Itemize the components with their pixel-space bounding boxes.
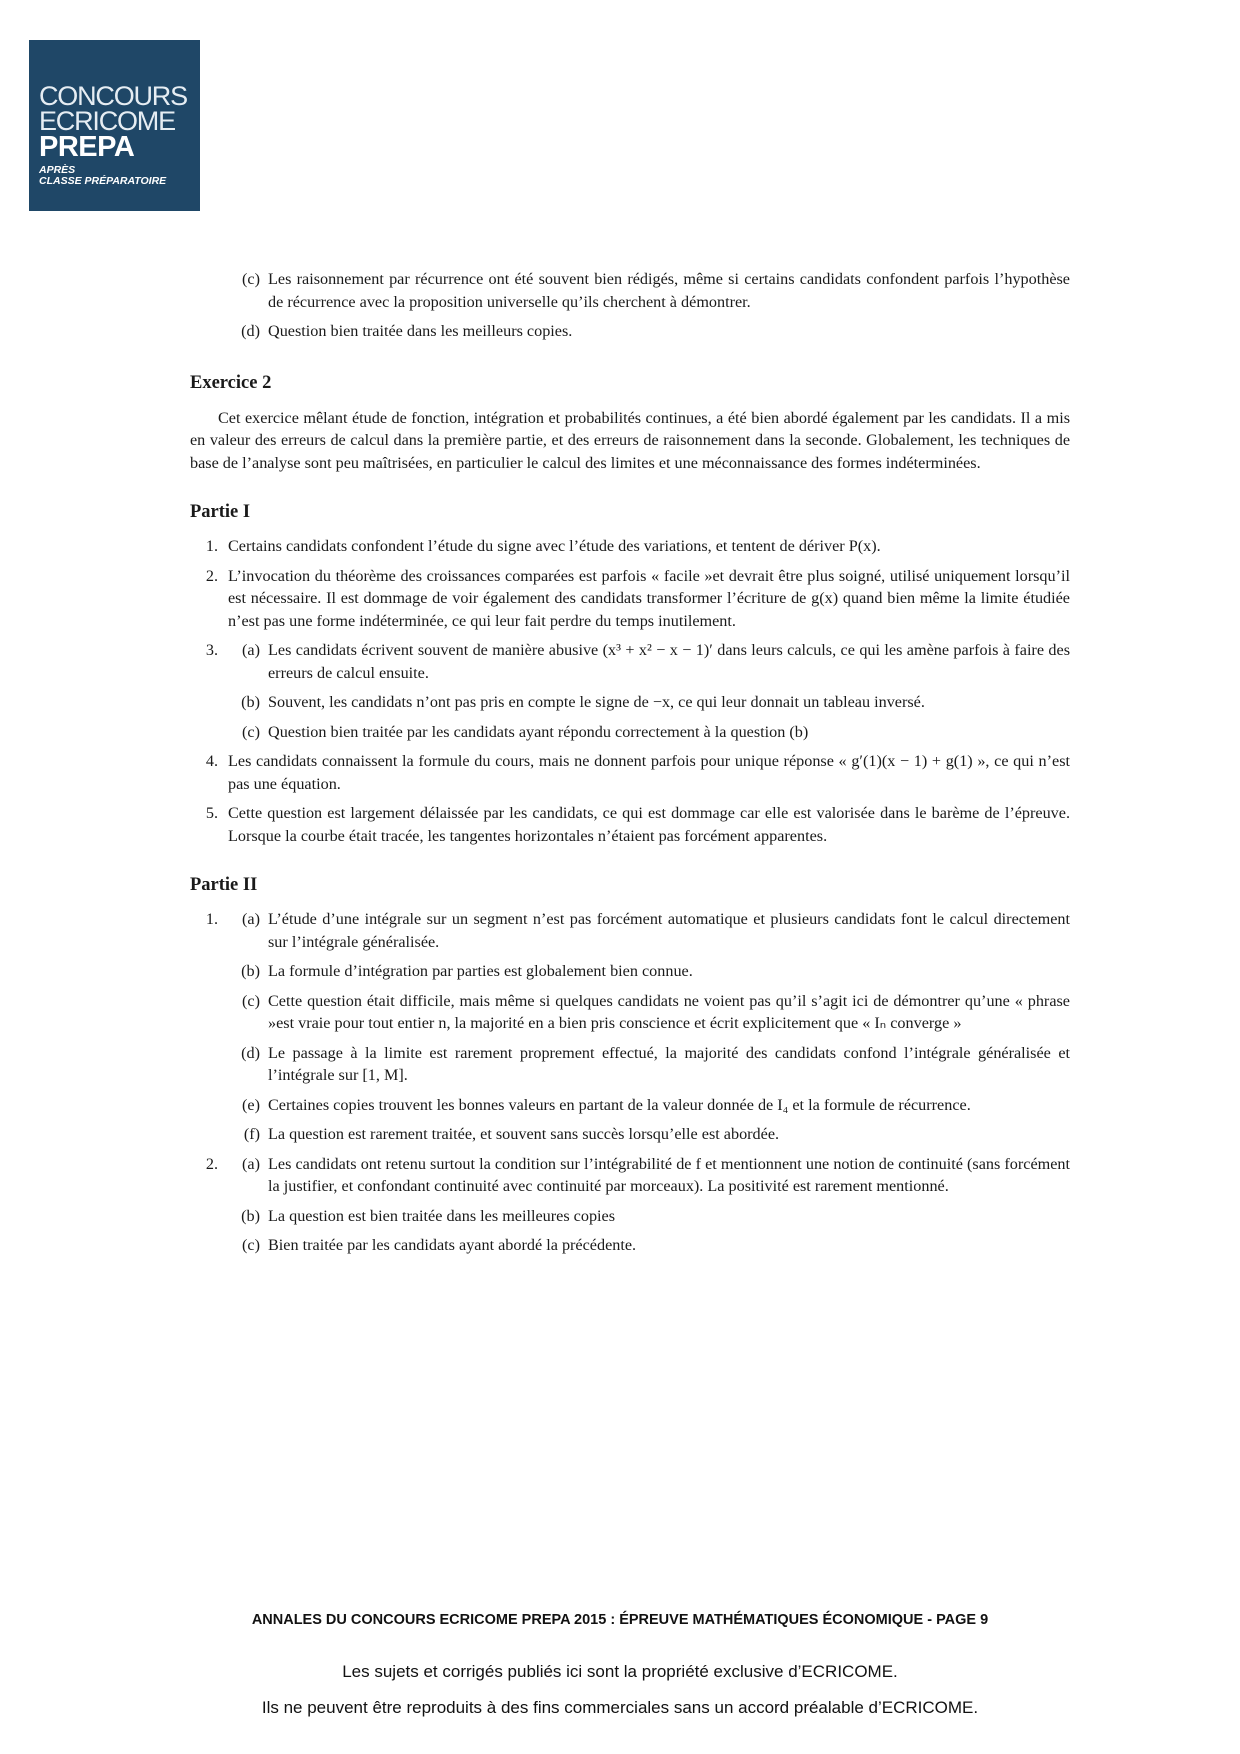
list-item — [228, 320, 1070, 343]
list-item — [228, 990, 1070, 1035]
logo-line-apres: APRÈS — [39, 164, 76, 176]
item-label: (b) — [241, 693, 260, 711]
list-item — [190, 1153, 1070, 1198]
item-text: Le passage à la limite est rarement proprement effectué, la majorité des candidats confond l’intégrale généralisée et l’intégrale sur [1, M]. — [268, 1043, 1070, 1084]
item-text: Cette question était difficile, mais même si quelques candidats ne voient pas qu’il s’agit ici de démontrer qu’une « phrase »est vraie pour tout entier n, la majorité en a bien pris conscience et écrit explicitement que « Iₙ converge » — [268, 991, 1070, 1032]
item-label: (c) — [242, 270, 260, 288]
item-label: (e) — [242, 1095, 260, 1114]
item-text: La question est bien traitée dans les meilleures copies — [268, 1206, 616, 1225]
item-label: (a) — [242, 1154, 260, 1173]
item-text: Souvent, les candidats n’ont pas pris en compte le signe de −x, ce qui leur donnait un tableau inversé. — [268, 693, 925, 711]
item-label: (c) — [242, 722, 260, 741]
item-label: (d) — [241, 1043, 260, 1062]
logo-line-concours: CONCOURS — [39, 81, 187, 111]
item-text: La formule d’intégration par parties est globalement bien connue. — [268, 962, 693, 980]
item-text: L’étude d’une intégrale sur un segment n’est pas forcément automatique et plusieurs candidats font le calcul directement sur l’intégrale généralisée. — [268, 910, 1070, 951]
footer-copyright-line: Les sujets et corrigés publiés ici sont la propriété exclusive d’ECRICOME. — [342, 1662, 898, 1681]
part-title: Partie II — [190, 875, 258, 895]
item-number: 2. — [205, 566, 218, 585]
item-text: Les candidats connaissent la formule du cours, mais ne donnent parfois pour unique réponse « g′(1)(x − 1) + g(1) », ce qui n’est pas une équation. — [228, 752, 1070, 793]
footer-title: ANNALES DU CONCOURS ECRICOME PREPA 2015 : ÉPREUVE MATHÉMATIQUES ÉCONOMIQUE - PAGE 9 — [251, 1612, 989, 1628]
item-text: L’invocation du théorème des croissances comparées est parfois « facile »et devrait être plus soigné, utilisé uniquement lorsqu’il est nécessaire. Il est dommage de voir également des candidats transformer l’écriture de g(x) quand bien même la limite étudiée n’est pas une forme indéterminée, ce qui leur fait perdre du temps inutilement. — [228, 566, 1070, 630]
list-item — [228, 691, 1070, 714]
logo-line-ecricome: ECRICOME — [39, 106, 175, 136]
list-item — [190, 802, 1070, 847]
item-text: Les raisonnement par récurrence ont été souvent bien rédigés, même si certains candidats confondent parfois l’hypothèse de récurrence avec la proposition universelle qu’ils cherchent à démontrer. — [268, 270, 1070, 311]
item-number: 2. — [205, 1154, 218, 1173]
item-text: Question bien traitée dans les meilleurs copies. — [268, 322, 573, 340]
footer-reproduction-line: Ils ne peuvent être reproduits à des fins commerciales sans un accord préalable d’ECRICOME. — [261, 1698, 979, 1717]
part-title: Partie I — [190, 502, 251, 522]
list-item — [228, 1123, 1070, 1146]
item-text: Certaines copies trouvent les bonnes valeurs en partant de la valeur donnée de I₄ et la formule de récurrence. — [268, 1095, 971, 1114]
item-number: 5. — [205, 804, 218, 822]
exercise-title: Exercice 2 — [190, 372, 272, 393]
list-item — [190, 565, 1070, 633]
item-number: 1. — [205, 910, 218, 928]
item-text: Cette question est largement délaissée par les candidats, ce qui est dommage car elle est valorisée dans le barème de l’épreuve. Lorsque la courbe était tracée, les tangentes horizontales n’étaient pas forcément apparentes. — [228, 804, 1070, 845]
logo-line-classe-preparatoire: CLASSE PRÉPARATOIRE — [39, 175, 167, 187]
item-label: (a) — [242, 641, 260, 659]
item-label: (a) — [242, 910, 260, 928]
list-item — [190, 535, 1070, 558]
item-label: (d) — [241, 322, 260, 340]
exercise-intro: Cet exercice mêlant étude de fonction, intégration et probabilités continues, a été bien abordé également par les candidats. Il a mis en valeur des erreurs de calcul dans la première partie, et des erreurs de raisonnement dans la seconde. Globalement, les techniques de base de l’analyse sont peu maîtrisées, en particulier le calcul des limites et une méconnaissance des formes indéterminées. — [190, 408, 1070, 472]
item-text: Bien traitée par les candidats ayant abordé la précédente. — [268, 1236, 637, 1254]
list-item — [228, 268, 1070, 313]
item-text: Certains candidats confondent l’étude du signe avec l’étude des variations, et tentent de dériver P(x). — [228, 537, 881, 555]
item-text: La question est rarement traitée, et souvent sans succès lorsqu’elle est abordée. — [268, 1125, 780, 1143]
item-number: 4. — [205, 752, 218, 770]
logo-line-prepa: PREPA — [39, 131, 135, 163]
item-number: 1. — [205, 537, 218, 555]
item-label: (c) — [242, 1236, 260, 1254]
list-item — [228, 1234, 1070, 1257]
item-label: (b) — [241, 962, 260, 980]
list-item — [228, 1042, 1070, 1087]
item-text: Les candidats écrivent souvent de manière abusive (x³ + x² − x − 1)′ dans leurs calculs, ce qui les amène parfois à faire des erreurs de calcul ensuite. — [268, 641, 1070, 682]
list-item — [190, 639, 1070, 684]
list-item — [190, 908, 1070, 953]
item-label: (b) — [241, 1206, 260, 1225]
item-label: (c) — [242, 991, 260, 1010]
list-item — [228, 1094, 1070, 1117]
item-text: Question bien traitée par les candidats ayant répondu correctement à la question (b) — [268, 722, 809, 741]
list-item — [190, 750, 1070, 795]
list-item — [228, 960, 1070, 983]
item-text: Les candidats ont retenu surtout la condition sur l’intégrabilité de f et mentionnent une notion de continuité (sans forcément la justifier, et confondant continuité avec continuité par morceaux). La positivité est rarement mentionné. — [268, 1154, 1070, 1195]
item-label: (f) — [243, 1125, 260, 1143]
page-content — [190, 268, 1070, 1264]
item-number: 3. — [205, 641, 218, 659]
list-item — [228, 721, 1070, 744]
list-item — [228, 1205, 1070, 1228]
ecricome-logo — [29, 40, 200, 211]
